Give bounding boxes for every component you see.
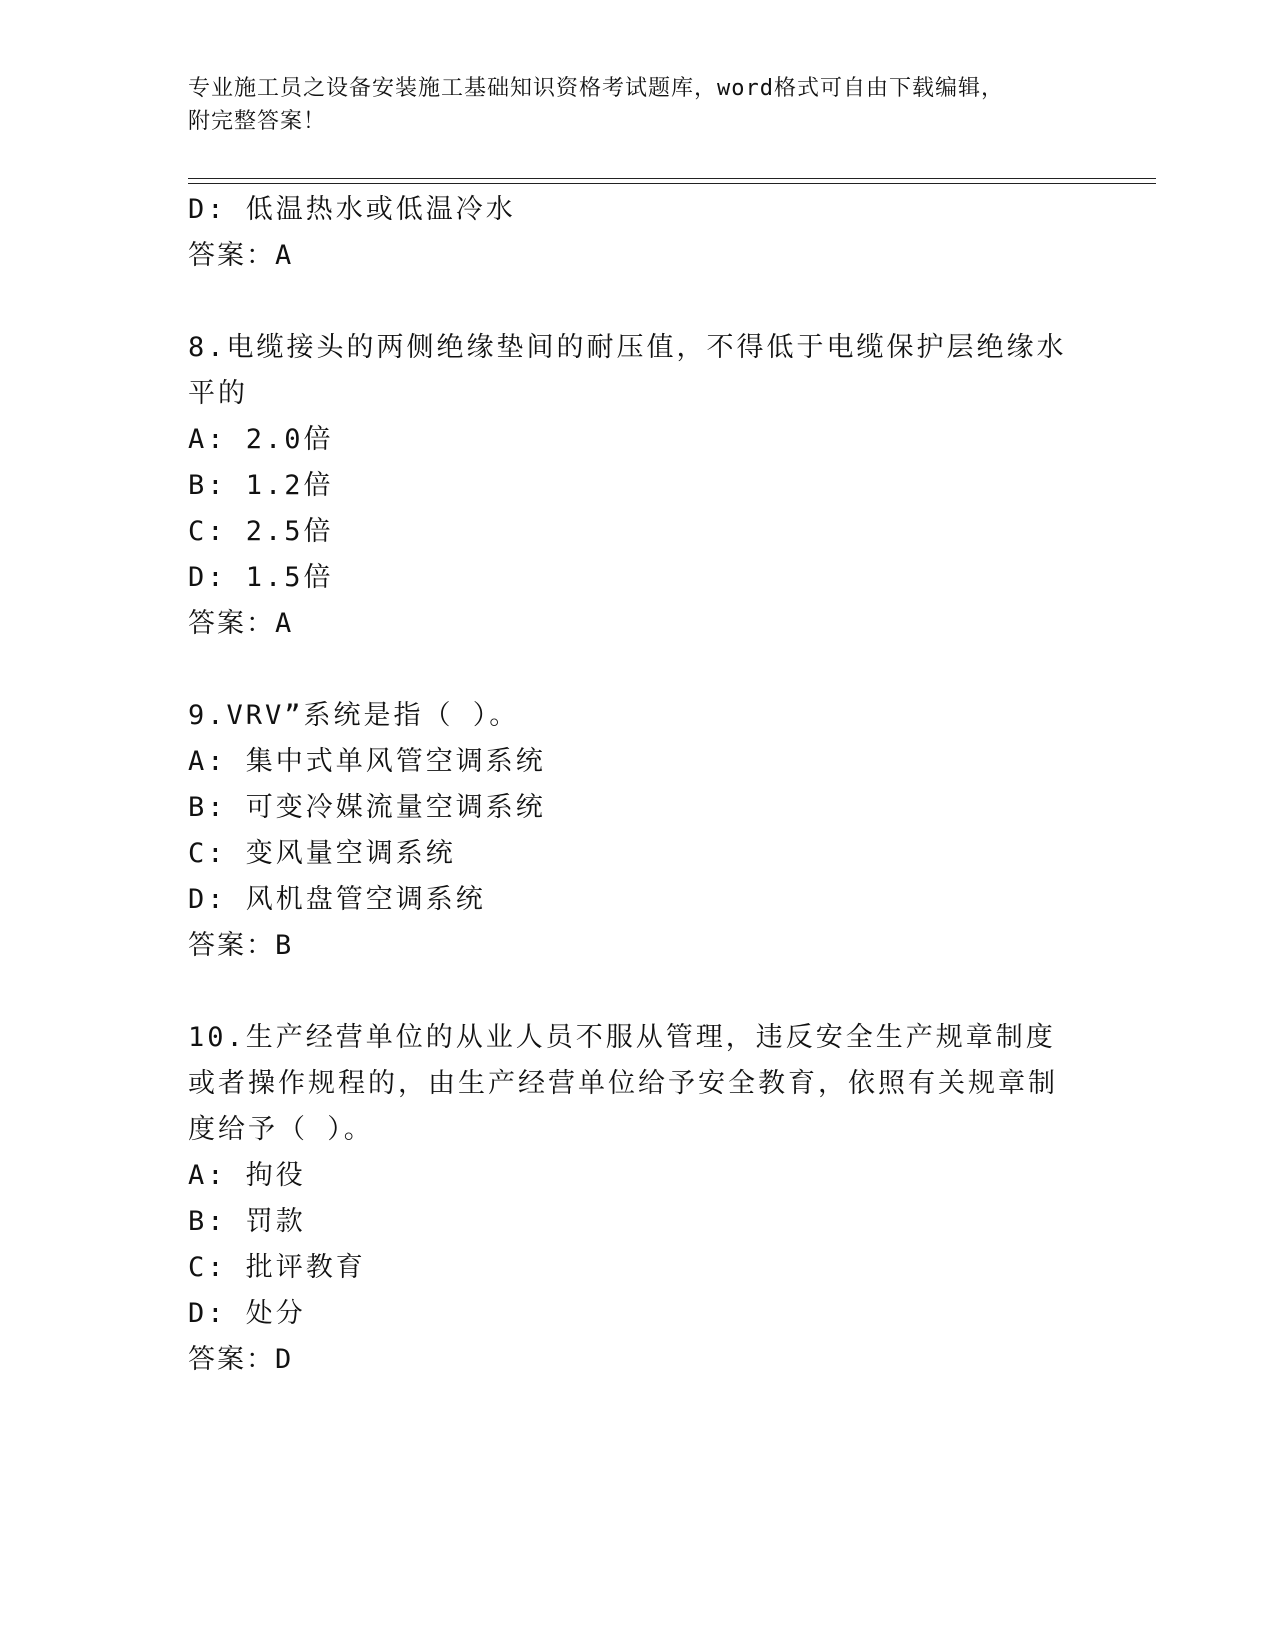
- q10-answer-label: 答案：: [188, 1344, 275, 1375]
- q8-answer-label: 答案：: [188, 608, 275, 639]
- q9-option-b: B: 可变冷媒流量空调系统: [188, 792, 546, 823]
- q9-option-a: A: 集中式单风管空调系统: [188, 746, 546, 777]
- q9-question: 9.VRV”系统是指（ ）。: [188, 700, 520, 731]
- spacer: [188, 279, 1088, 325]
- q8-option-b: B: 1.2倍: [188, 470, 334, 501]
- q8-answer-value: A: [275, 608, 294, 639]
- q7-answer-value: A: [275, 240, 294, 271]
- q7-answer-label: 答案：: [188, 240, 275, 271]
- q9-answer-value: B: [275, 930, 294, 961]
- q9-option-c: C: 变风量空调系统: [188, 838, 456, 869]
- q10-question: 10.生产经营单位的从业人员不服从管理，违反安全生产规章制度或者操作规程的，由生产经营单位给予安全教育，依照有关规章制度给予（ ）。: [188, 1022, 1058, 1145]
- header-rule-top: [188, 178, 1156, 179]
- q8-answer: [188, 601, 1088, 647]
- q10-answer-value: D: [275, 1344, 294, 1375]
- q7-option-d: D: 低温热水或低温冷水: [188, 194, 516, 225]
- q7-answer: [188, 233, 1088, 279]
- q8-question: 8.电缆接头的两侧绝缘垫间的耐压值，不得低于电缆保护层绝缘水平的: [188, 332, 1067, 409]
- q10-option-b: B: 罚款: [188, 1206, 306, 1237]
- header-line-1: 专业施工员之设备安装施工基础知识资格考试题库，word格式可自由下载编辑，: [188, 76, 1004, 101]
- spacer: [188, 647, 1088, 693]
- q8-option-c: C: 2.5倍: [188, 516, 334, 547]
- q8-option-d: D: 1.5倍: [188, 562, 334, 593]
- question-list: [188, 187, 1088, 1383]
- q10-option-c: C: 批评教育: [188, 1252, 366, 1283]
- q10-option-d: D: 处分: [188, 1298, 306, 1329]
- header-line-2: 附完整答案！: [188, 109, 327, 134]
- header-rule-bottom: [188, 183, 1156, 184]
- document-header: [188, 72, 1068, 138]
- q9-answer-label: 答案：: [188, 930, 275, 961]
- q10-answer: [188, 1337, 1088, 1383]
- q9-option-d: D: 风机盘管空调系统: [188, 884, 486, 915]
- q8-option-a: A: 2.0倍: [188, 424, 334, 455]
- spacer: [188, 969, 1088, 1015]
- q9-answer: [188, 923, 1088, 969]
- q10-option-a: A: 拘役: [188, 1160, 306, 1191]
